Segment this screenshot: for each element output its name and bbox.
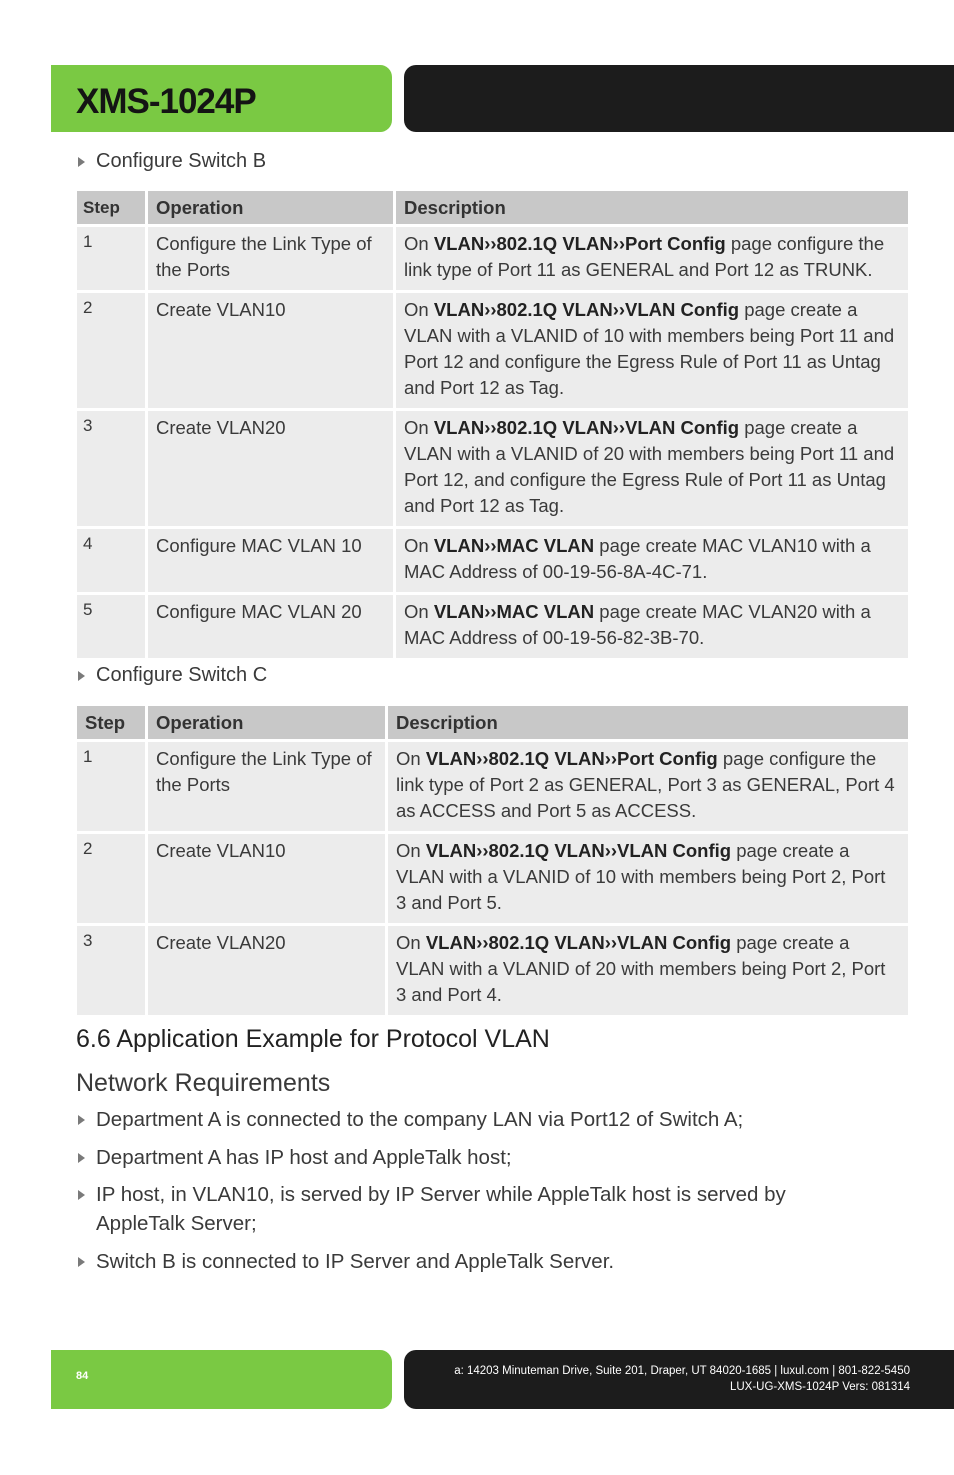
footer-green-bar [51,1350,392,1409]
menu-path: VLAN››802.1Q VLAN››VLAN Config [433,417,740,438]
table-header-row [77,191,908,227]
column-header-operation: Operation [148,706,388,742]
description-cell: On VLAN››802.1Q VLAN››VLAN Config page create a VLAN with a VLANID of 20 with members being Port 2, Port 3 and Port 4. [388,926,908,1018]
table-row [77,742,908,834]
table-row [77,834,908,926]
switch-b-label: Configure Switch B [96,150,267,172]
operation-cell: Configure MAC VLAN 20 [148,595,396,661]
menu-path: VLAN››MAC VLAN [433,535,595,556]
table-row [77,926,908,1018]
column-header-step: Step [77,191,148,227]
triangle-bullet-icon [78,1115,85,1125]
menu-path: VLAN››802.1Q VLAN››VLAN Config [425,840,732,861]
description-cell: On VLAN››MAC VLAN page create MAC VLAN20 with a MAC Address of 00-19-56-82-3B-70. [396,595,908,661]
section-heading: 6.6 Application Example for Protocol VLAN [76,1025,550,1053]
step-number: 1 [77,742,148,834]
table-row [77,227,908,293]
operation-cell: Create VLAN10 [148,834,388,926]
operation-cell: Configure the Link Type of the Ports [148,227,396,293]
switch-c-label: Configure Switch C [96,664,268,686]
table-row [77,293,908,411]
triangle-bullet-icon [78,671,85,681]
table-header-row [77,706,908,742]
column-header-description: Description [388,706,908,742]
description-cell: On VLAN››MAC VLAN page create MAC VLAN10 with a MAC Address of 00-19-56-8A-4C-71. [396,529,908,595]
subsection-heading: Network Requirements [76,1069,331,1097]
switch-c-heading [78,664,267,687]
column-header-step: Step [77,706,148,742]
description-cell: On VLAN››802.1Q VLAN››VLAN Config page create a VLAN with a VLANID of 10 with members being Port 2, Port 3 and Port 5. [388,834,908,926]
step-number: 2 [77,834,148,926]
column-header-description: Description [396,191,908,227]
table-row [77,595,908,661]
triangle-bullet-icon [78,1153,85,1163]
menu-path: VLAN››802.1Q VLAN››Port Config [425,748,718,769]
description-cell: On VLAN››802.1Q VLAN››VLAN Config page create a VLAN with a VLANID of 20 with members being Port 11 and Port 12, and configure the Egress Rule of Port 11 as Untag and Port 12 as Tag. [396,411,908,529]
footer-doc-id: LUX-UG-XMS-1024P Vers: 081314 [729,1381,910,1393]
requirement-item [78,1143,838,1172]
step-number: 4 [77,529,148,595]
footer-address: a: 14203 Minuteman Drive, Suite 201, Draper, UT 84020-1685 | luxul.com | 801-822-5450 [454,1365,910,1377]
requirement-text: Department A has IP host and AppleTalk host; [96,1146,512,1169]
footer-info [454,1363,910,1395]
page-title: XMS-1024P [76,82,256,121]
operation-cell: Create VLAN10 [148,293,396,411]
switch-b-table [77,191,908,661]
triangle-bullet-icon [78,1190,85,1200]
header-black-bar [404,65,954,132]
requirement-item [78,1180,808,1238]
operation-cell: Configure the Link Type of the Ports [148,742,388,834]
description-cell: On VLAN››802.1Q VLAN››Port Config page configure the link type of Port 11 as GENERAL and Port 12 as TRUNK. [396,227,908,293]
triangle-bullet-icon [78,1257,85,1267]
step-number: 3 [77,411,148,529]
switch-c-table [77,706,908,1018]
column-header-operation: Operation [148,191,396,227]
requirement-text: Switch B is connected to IP Server and AppleTalk Server. [96,1250,615,1273]
menu-path: VLAN››802.1Q VLAN››VLAN Config [425,932,732,953]
description-cell: On VLAN››802.1Q VLAN››Port Config page configure the link type of Port 2 as GENERAL, Port 3 as GENERAL, Port 4 as ACCESS and Port 5 as ACCESS. [388,742,908,834]
requirement-item [78,1247,838,1276]
switch-b-heading [78,150,266,173]
requirement-text: IP host, in VLAN10, is served by IP Server while AppleTalk host is served by AppleTalk Server; [96,1183,786,1235]
step-number: 2 [77,293,148,411]
menu-path: VLAN››MAC VLAN [433,601,595,622]
step-number: 5 [77,595,148,661]
operation-cell: Configure MAC VLAN 10 [148,529,396,595]
step-number: 3 [77,926,148,1018]
requirement-text: Department A is connected to the company LAN via Port12 of Switch A; [96,1108,744,1131]
requirement-item [78,1105,838,1134]
step-number: 1 [77,227,148,293]
table-row [77,411,908,529]
operation-cell: Create VLAN20 [148,926,388,1018]
description-cell: On VLAN››802.1Q VLAN››VLAN Config page create a VLAN with a VLANID of 10 with members being Port 11 and Port 12 and configure the Egress Rule of Port 11 as Untag and Port 12 as Tag. [396,293,908,411]
operation-cell: Create VLAN20 [148,411,396,529]
table-row [77,529,908,595]
menu-path: VLAN››802.1Q VLAN››Port Config [433,233,726,254]
page-number: 84 [76,1370,89,1382]
menu-path: VLAN››802.1Q VLAN››VLAN Config [433,299,740,320]
triangle-bullet-icon [78,157,85,167]
